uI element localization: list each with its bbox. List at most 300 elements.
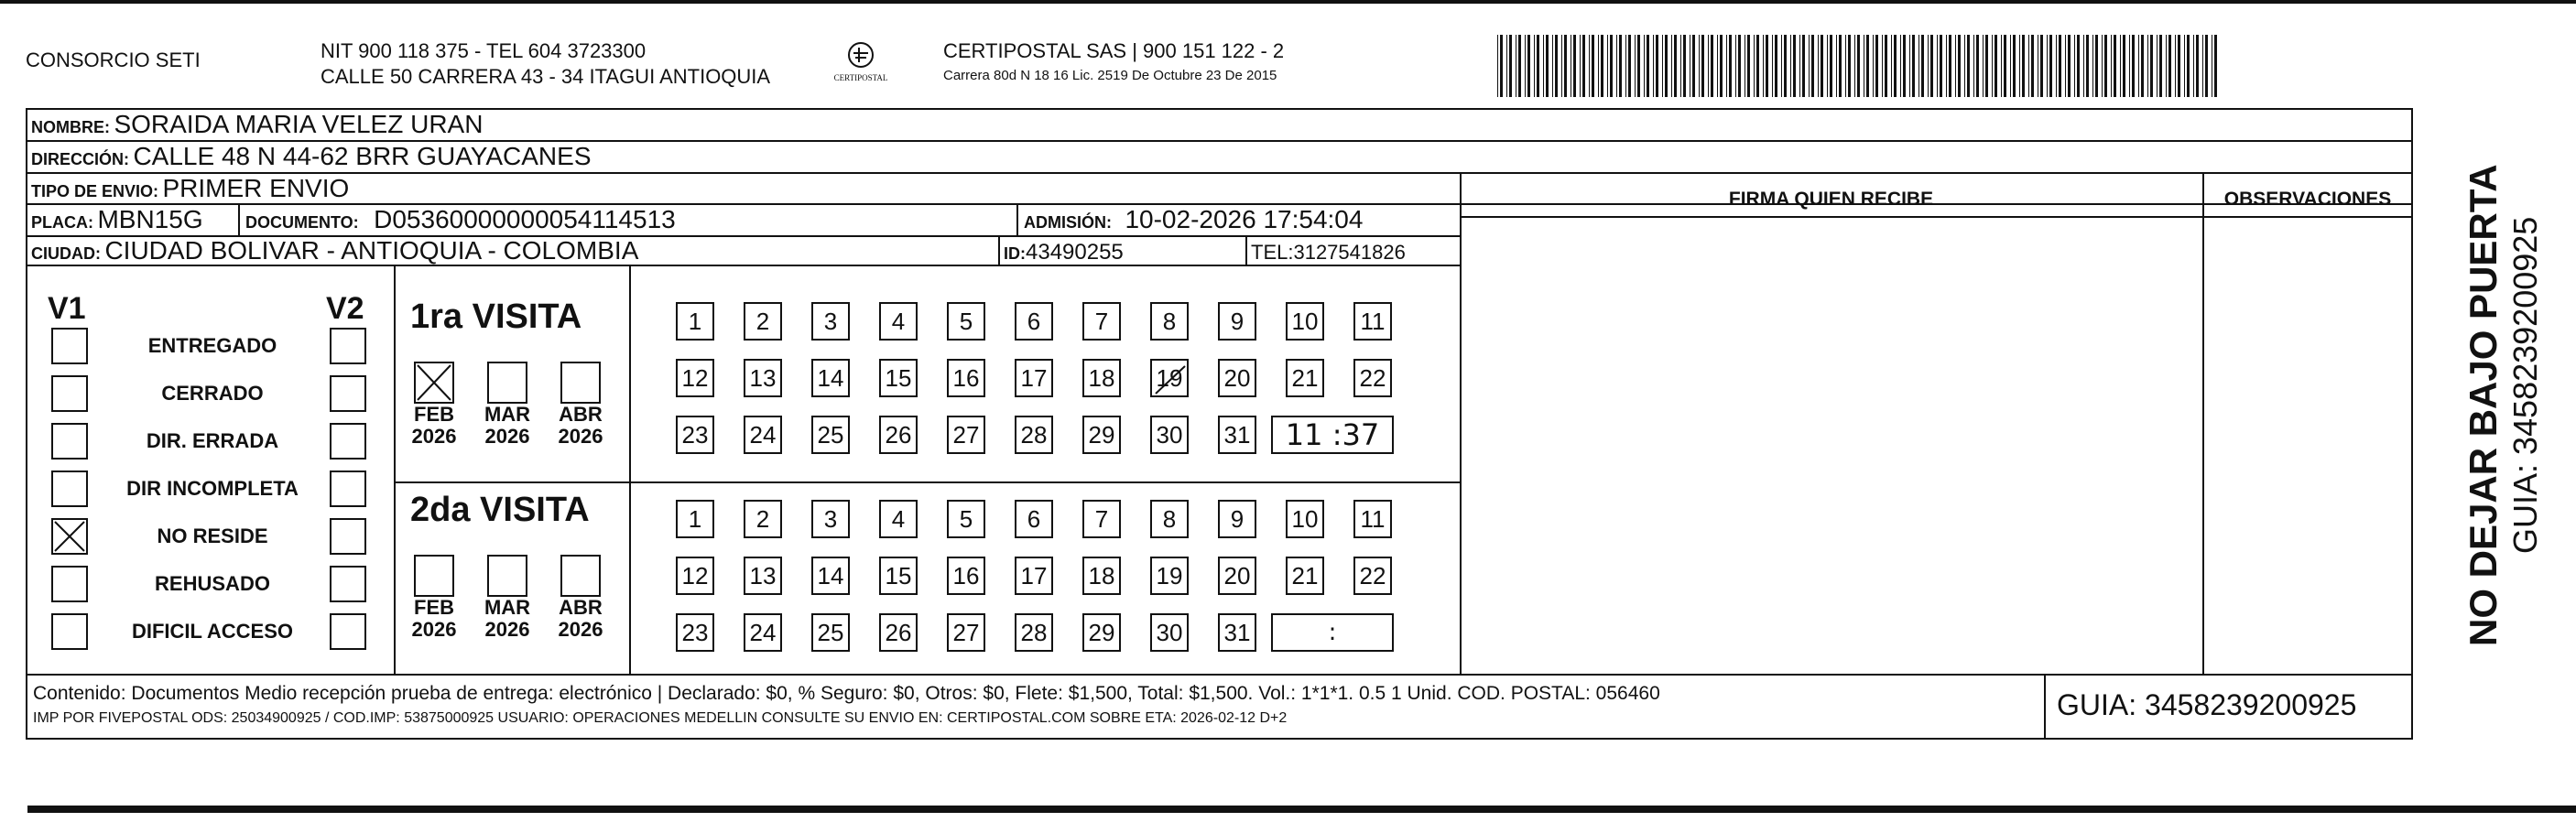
admision-row bbox=[1024, 205, 1363, 234]
barcode-bar bbox=[1903, 35, 1906, 97]
status-option-label: NO RESIDE bbox=[157, 525, 268, 547]
barcode-bar bbox=[1662, 35, 1663, 97]
barcode-bar bbox=[2104, 35, 2107, 97]
month-checkbox[interactable] bbox=[414, 555, 454, 597]
barcode-bar bbox=[1616, 35, 1617, 97]
day-box[interactable]: 24 bbox=[744, 416, 782, 454]
day-box[interactable]: 13 bbox=[744, 359, 782, 397]
barcode-bar bbox=[1845, 35, 1846, 97]
barcode-bar bbox=[1518, 35, 1521, 97]
address-line: CALLE 50 CARRERA 43 - 34 ITAGUI ANTIOQUIA bbox=[321, 65, 771, 88]
barcode-bar bbox=[1747, 35, 1750, 97]
month-label bbox=[553, 404, 608, 448]
time-box[interactable]: 11 :37 bbox=[1271, 416, 1394, 454]
day-box[interactable]: 30 bbox=[1150, 416, 1189, 454]
barcode-bar bbox=[1949, 35, 1951, 97]
placa-label: PLACA: bbox=[31, 213, 93, 232]
barcode-bar bbox=[1830, 35, 1832, 97]
month-checkbox[interactable] bbox=[487, 555, 527, 597]
month-year: 2026 bbox=[558, 618, 603, 641]
tipo-row bbox=[31, 174, 349, 203]
barcode-bar bbox=[1985, 35, 1988, 97]
barcode-bar bbox=[1766, 35, 1768, 97]
barcode-bar bbox=[1610, 35, 1613, 97]
barcode-bar bbox=[1964, 35, 1965, 97]
bottom-border bbox=[27, 806, 2576, 813]
barcode-bar bbox=[1857, 35, 1860, 97]
barcode-bar bbox=[2010, 35, 2011, 97]
barcode-bar bbox=[2114, 35, 2116, 97]
day-box[interactable]: 8 bbox=[1150, 302, 1189, 341]
day-box[interactable]: 11 bbox=[1353, 500, 1392, 538]
documento-value: D05360000000054114513 bbox=[374, 205, 676, 233]
logo-text: CERTIPOSTAL bbox=[833, 73, 888, 82]
id-label: ID: bbox=[1004, 244, 1026, 263]
month-checkbox[interactable] bbox=[560, 362, 601, 404]
barcode-bar bbox=[2049, 35, 2052, 97]
month-checkbox[interactable] bbox=[487, 362, 527, 404]
barcode-bar bbox=[1821, 35, 1823, 97]
day-box[interactable]: 25 bbox=[811, 613, 850, 652]
day-box[interactable]: 17 bbox=[1015, 359, 1053, 397]
barcode-bar bbox=[2205, 35, 2208, 97]
barcode-bar bbox=[2056, 35, 2057, 97]
footer-line-1: Contenido: Documentos Medio recepción prueba de entrega: electrónico | Declarado: $0, % Seguro: $0, Otros: $0, Flete: $1,500, Total: $1,500. Vol.: 1*1*1. 0.5 1 Unid. COD. POSTAL: 056460 bbox=[33, 683, 1660, 704]
v1-checkbox[interactable] bbox=[51, 613, 88, 650]
barcode-bar bbox=[1619, 35, 1622, 97]
barcode-bar bbox=[1628, 35, 1631, 97]
barcode-bar bbox=[2004, 35, 2006, 97]
barcode-bar bbox=[1909, 35, 1910, 97]
barcode-bar bbox=[1729, 35, 1732, 97]
day-box[interactable]: 29 bbox=[1082, 416, 1121, 454]
barcode-bar bbox=[1509, 35, 1512, 97]
barcode-bar bbox=[1726, 35, 1727, 97]
barcode-bar bbox=[1967, 35, 1970, 97]
barcode-bar bbox=[2083, 35, 2084, 97]
documento-row bbox=[245, 205, 676, 234]
barcode-bar bbox=[2040, 35, 2043, 97]
documento-label: DOCUMENTO: bbox=[245, 213, 359, 232]
day-box[interactable]: 1 bbox=[676, 302, 714, 341]
barcode-bar bbox=[2184, 35, 2185, 97]
day-box[interactable]: 28 bbox=[1015, 613, 1053, 652]
barcode-bar bbox=[1973, 35, 1974, 97]
company-name: CONSORCIO SETI bbox=[26, 49, 201, 71]
nit-line: NIT 900 118 375 - TEL 604 3723300 bbox=[321, 39, 647, 62]
barcode-bar bbox=[1598, 35, 1599, 97]
barcode-bar bbox=[1543, 35, 1544, 97]
day-box[interactable]: 13 bbox=[744, 557, 782, 595]
day-box[interactable]: 2 bbox=[744, 500, 782, 538]
ciudad-label: CIUDAD: bbox=[31, 244, 101, 263]
month-name: MAR bbox=[484, 403, 531, 426]
observaciones-area[interactable] bbox=[2207, 220, 2408, 668]
day-box[interactable]: 31 bbox=[1218, 613, 1256, 652]
barcode-bar bbox=[1885, 35, 1887, 97]
ciudad-row bbox=[31, 236, 638, 265]
barcode-bar bbox=[1692, 35, 1695, 97]
day-box[interactable]: 28 bbox=[1015, 416, 1053, 454]
barcode-bar bbox=[1644, 35, 1645, 97]
barcode-bar bbox=[1958, 35, 1961, 97]
barcode-bar bbox=[1827, 35, 1828, 97]
barcode-bar bbox=[2065, 35, 2066, 97]
barcode-bar bbox=[1546, 35, 1549, 97]
barcode-bar bbox=[1635, 35, 1636, 97]
placa-value: MBN15G bbox=[97, 205, 203, 233]
barcode-bar bbox=[1720, 35, 1723, 97]
barcode-bar bbox=[1882, 35, 1883, 97]
day-box[interactable]: 6 bbox=[1015, 302, 1053, 341]
barcode-bar bbox=[1946, 35, 1947, 97]
barcode-bar bbox=[1497, 35, 1498, 97]
barcode-bar bbox=[1775, 35, 1777, 97]
barcode-bar bbox=[2175, 35, 2176, 97]
barcode-bar bbox=[1994, 35, 1997, 97]
barcode-bar bbox=[1937, 35, 1938, 97]
month-name: FEB bbox=[414, 403, 454, 426]
month-year: 2026 bbox=[484, 425, 530, 448]
barcode-bar bbox=[2129, 35, 2130, 97]
barcode-bar bbox=[1683, 35, 1686, 97]
barcode-bar bbox=[2141, 35, 2144, 97]
month-label bbox=[553, 597, 608, 641]
barcode-bar bbox=[1866, 35, 1869, 97]
barcode-bar bbox=[1573, 35, 1576, 97]
v2-checkbox[interactable] bbox=[330, 566, 366, 602]
day-box[interactable]: 20 bbox=[1218, 359, 1256, 397]
barcode-bar bbox=[1592, 35, 1594, 97]
day-box[interactable]: 9 bbox=[1218, 302, 1256, 341]
barcode-bar bbox=[1802, 35, 1805, 97]
barcode-bar bbox=[2150, 35, 2153, 97]
barcode-bar bbox=[1738, 35, 1741, 97]
tel-row bbox=[1251, 241, 1406, 265]
day-box[interactable]: 23 bbox=[676, 613, 714, 652]
day-box[interactable]: 2 bbox=[744, 302, 782, 341]
day-box[interactable]: 18 bbox=[1082, 557, 1121, 595]
nombre-row bbox=[31, 110, 483, 139]
barcode-bar bbox=[2074, 35, 2075, 97]
barcode-bar bbox=[1928, 35, 1929, 97]
barcode-bar bbox=[1506, 35, 1507, 97]
status-option-label: CERRADO bbox=[161, 382, 264, 405]
barcode-bar bbox=[1527, 35, 1530, 97]
barcode-bar bbox=[1790, 35, 1791, 97]
barcode-bar bbox=[1811, 35, 1814, 97]
day-box[interactable]: 15 bbox=[879, 557, 918, 595]
month-name: FEB bbox=[414, 596, 454, 619]
v1-checkbox[interactable] bbox=[51, 328, 88, 364]
barcode-bar bbox=[2111, 35, 2112, 97]
footer-line-2: IMP POR FIVEPOSTAL ODS: 25034900925 / COD.IMP: 53875000925 USUARIO: OPERACIONES MEDELLIN CONSULTE SU ENVIO EN: CERTIPOSTAL.COM SOBRE ETA: 2026-02-12 D+2 bbox=[33, 710, 1288, 726]
barcode-bar bbox=[1647, 35, 1649, 97]
barcode-bar bbox=[2120, 35, 2121, 97]
barcode-bar bbox=[1699, 35, 1700, 97]
second-visit-title: 2da VISITA bbox=[410, 491, 590, 529]
day-box[interactable]: 27 bbox=[947, 416, 985, 454]
day-box[interactable]: 5 bbox=[947, 302, 985, 341]
barcode-bar bbox=[1555, 35, 1558, 97]
certipostal-logo bbox=[829, 37, 893, 92]
admision-value: 10-02-2026 17:54:04 bbox=[1125, 205, 1364, 233]
barcode-bar bbox=[2102, 35, 2103, 97]
barcode-bar bbox=[1674, 35, 1677, 97]
barcode-bar bbox=[1772, 35, 1773, 97]
day-box[interactable]: 25 bbox=[811, 416, 850, 454]
barcode-bar bbox=[1552, 35, 1553, 97]
day-box[interactable]: 4 bbox=[879, 500, 918, 538]
barcode-bar bbox=[1525, 35, 1526, 97]
day-box[interactable]: 18 bbox=[1082, 359, 1121, 397]
barcode-bar bbox=[1921, 35, 1924, 97]
tel-value: 3127541826 bbox=[1293, 241, 1406, 264]
firma-label: FIRMA QUIEN RECIBE bbox=[1728, 189, 1934, 210]
v2-checkbox[interactable] bbox=[330, 613, 366, 650]
v2-label: V2 bbox=[326, 291, 364, 326]
barcode-bar bbox=[1534, 35, 1535, 97]
barcode-bar bbox=[1607, 35, 1608, 97]
day-box[interactable]: 26 bbox=[879, 416, 918, 454]
barcode-bar bbox=[1601, 35, 1603, 97]
day-box[interactable]: 22 bbox=[1353, 359, 1392, 397]
v2-checkbox[interactable] bbox=[330, 518, 366, 555]
barcode-bar bbox=[1912, 35, 1915, 97]
barcode-bar bbox=[1653, 35, 1654, 97]
barcode-bar bbox=[1930, 35, 1933, 97]
day-box[interactable]: 15 bbox=[879, 359, 918, 397]
barcode-bar bbox=[2187, 35, 2190, 97]
day-box[interactable]: 12 bbox=[676, 557, 714, 595]
barcode-bar bbox=[1754, 35, 1755, 97]
month-year: 2026 bbox=[558, 425, 603, 448]
barcode-bar bbox=[2086, 35, 2089, 97]
day-box[interactable]: 10 bbox=[1286, 500, 1324, 538]
status-option-label: ENTREGADO bbox=[147, 334, 277, 357]
day-box[interactable]: 19 bbox=[1150, 557, 1189, 595]
barcode-bar bbox=[1873, 35, 1874, 97]
barcode-bar bbox=[1735, 35, 1736, 97]
status-option-label: DIR INCOMPLETA bbox=[126, 477, 299, 500]
barcode-bar bbox=[1854, 35, 1855, 97]
day-box[interactable]: 20 bbox=[1218, 557, 1256, 595]
time-box[interactable]: : bbox=[1271, 613, 1394, 652]
barcode-bar bbox=[2001, 35, 2002, 97]
barcode-bar bbox=[2059, 35, 2061, 97]
barcode-bar bbox=[2157, 35, 2158, 97]
month-year: 2026 bbox=[411, 618, 457, 641]
month-name: MAR bbox=[484, 596, 531, 619]
month-year: 2026 bbox=[484, 618, 530, 641]
barcode-bar bbox=[1561, 35, 1562, 97]
direccion-label: DIRECCIÓN: bbox=[31, 150, 129, 168]
barcode-bar bbox=[2028, 35, 2029, 97]
barcode-bar bbox=[1809, 35, 1810, 97]
barcode-bar bbox=[2123, 35, 2125, 97]
barcode-bar bbox=[2095, 35, 2098, 97]
v1-checkbox[interactable] bbox=[51, 470, 88, 507]
day-box[interactable]: 16 bbox=[947, 359, 985, 397]
barcode-bar bbox=[1625, 35, 1626, 97]
barcode-bar bbox=[1992, 35, 1993, 97]
barcode-bar bbox=[1564, 35, 1567, 97]
barcode-bar bbox=[1671, 35, 1672, 97]
day-box[interactable]: 19 bbox=[1150, 359, 1189, 397]
day-box[interactable]: 3 bbox=[811, 500, 850, 538]
day-box[interactable]: 1 bbox=[676, 500, 714, 538]
day-box[interactable]: 27 bbox=[947, 613, 985, 652]
barcode-bar bbox=[2077, 35, 2080, 97]
day-box[interactable]: 26 bbox=[879, 613, 918, 652]
barcode-bar bbox=[2031, 35, 2034, 97]
barcode-bar bbox=[2193, 35, 2194, 97]
barcode-bar bbox=[2166, 35, 2167, 97]
barcode-bar bbox=[2202, 35, 2203, 97]
license-line: Carrera 80d N 18 16 Lic. 2519 De Octubre 23 De 2015 bbox=[943, 68, 1277, 83]
barcode-bar bbox=[2068, 35, 2071, 97]
day-box[interactable]: 12 bbox=[676, 359, 714, 397]
day-box[interactable]: 30 bbox=[1150, 613, 1189, 652]
day-box[interactable]: 6 bbox=[1015, 500, 1053, 538]
barcode-bar bbox=[2168, 35, 2171, 97]
tipo-label: TIPO DE ENVIO: bbox=[31, 182, 159, 200]
barcode-bar bbox=[2147, 35, 2148, 97]
day-box[interactable]: 5 bbox=[947, 500, 985, 538]
nombre-value: SORAIDA MARIA VELEZ URAN bbox=[114, 110, 484, 138]
day-box[interactable]: 22 bbox=[1353, 557, 1392, 595]
month-label bbox=[480, 404, 535, 448]
day-box[interactable]: 29 bbox=[1082, 613, 1121, 652]
barcode-bar bbox=[1763, 35, 1764, 97]
barcode-bar bbox=[1589, 35, 1590, 97]
day-box[interactable]: 8 bbox=[1150, 500, 1189, 538]
day-box[interactable]: 10 bbox=[1286, 302, 1324, 341]
barcode-bar bbox=[1582, 35, 1585, 97]
barcode-bar bbox=[1711, 35, 1713, 97]
day-box[interactable]: 9 bbox=[1218, 500, 1256, 538]
observaciones-label: OBSERVACIONES bbox=[2223, 189, 2392, 210]
barcode-bar bbox=[1637, 35, 1640, 97]
day-box[interactable]: 14 bbox=[811, 557, 850, 595]
no-dejar-text: NO DEJAR BAJO PUERTA bbox=[2462, 164, 2505, 646]
barcode-bar bbox=[2022, 35, 2025, 97]
barcode-bar bbox=[1500, 35, 1503, 97]
day-box[interactable]: 7 bbox=[1082, 302, 1121, 341]
day-box[interactable]: 16 bbox=[947, 557, 985, 595]
day-box[interactable]: 14 bbox=[811, 359, 850, 397]
day-box[interactable]: 31 bbox=[1218, 416, 1256, 454]
barcode-bar bbox=[1665, 35, 1668, 97]
firma-area[interactable] bbox=[1465, 220, 2198, 668]
barcode-bar bbox=[1580, 35, 1581, 97]
barcode-bar bbox=[2138, 35, 2139, 97]
barcode-bar bbox=[1799, 35, 1800, 97]
barcode-bar bbox=[1781, 35, 1782, 97]
barcode-bar bbox=[1900, 35, 1901, 97]
barcode-bar bbox=[1537, 35, 1539, 97]
v1-checkbox[interactable] bbox=[51, 375, 88, 412]
barcode-bar bbox=[1818, 35, 1819, 97]
barcode-bar bbox=[1848, 35, 1851, 97]
day-box[interactable]: 21 bbox=[1286, 557, 1324, 595]
month-checkbox[interactable] bbox=[560, 555, 601, 597]
nombre-label: NOMBRE: bbox=[31, 118, 110, 136]
tel-label: TEL: bbox=[1251, 241, 1294, 264]
v1-checkbox[interactable] bbox=[51, 423, 88, 460]
month-name: ABR bbox=[559, 596, 603, 619]
barcode-bar bbox=[1875, 35, 1878, 97]
barcode-bar bbox=[1680, 35, 1681, 97]
id-value: 43490255 bbox=[1026, 240, 1124, 265]
barcode-bar bbox=[2019, 35, 2020, 97]
direccion-row bbox=[31, 142, 592, 171]
v1-label: V1 bbox=[48, 291, 86, 326]
barcode-bar bbox=[1983, 35, 1984, 97]
v2-checkbox[interactable] bbox=[330, 470, 366, 507]
day-box[interactable]: 11 bbox=[1353, 302, 1392, 341]
day-box[interactable]: 21 bbox=[1286, 359, 1324, 397]
month-label bbox=[480, 597, 535, 641]
v2-checkbox[interactable] bbox=[330, 328, 366, 364]
top-border bbox=[0, 0, 2576, 4]
barcode-bar bbox=[1955, 35, 1956, 97]
direccion-value: CALLE 48 N 44-62 BRR GUAYACANES bbox=[133, 142, 592, 170]
status-option-label: REHUSADO bbox=[155, 572, 270, 595]
v2-checkbox[interactable] bbox=[330, 423, 366, 460]
barcode-bar bbox=[2159, 35, 2162, 97]
barcode-bar bbox=[1940, 35, 1942, 97]
barcode-bar bbox=[1708, 35, 1709, 97]
v1-checkbox[interactable] bbox=[51, 518, 88, 555]
day-box[interactable]: 3 bbox=[811, 302, 850, 341]
barcode-bar bbox=[1784, 35, 1787, 97]
barcode-bar bbox=[1976, 35, 1979, 97]
first-visit-title: 1ra VISITA bbox=[410, 297, 582, 336]
barcode-bar bbox=[1756, 35, 1759, 97]
status-option-label: DIR. ERRADA bbox=[146, 429, 279, 452]
barcode-bar bbox=[2013, 35, 2016, 97]
day-box[interactable]: 4 bbox=[879, 302, 918, 341]
admision-label: ADMISIÓN: bbox=[1024, 213, 1112, 232]
barcode-bar bbox=[2132, 35, 2135, 97]
day-box[interactable]: 17 bbox=[1015, 557, 1053, 595]
month-checkbox[interactable] bbox=[414, 362, 454, 404]
barcode-bar bbox=[2092, 35, 2093, 97]
day-box[interactable]: 24 bbox=[744, 613, 782, 652]
barcode-bar bbox=[1839, 35, 1842, 97]
barcode-bar bbox=[1918, 35, 1919, 97]
barcode-bar bbox=[2214, 35, 2217, 97]
month-year: 2026 bbox=[411, 425, 457, 448]
v2-checkbox[interactable] bbox=[330, 375, 366, 412]
barcode-bar bbox=[1836, 35, 1837, 97]
v1-checkbox[interactable] bbox=[51, 566, 88, 602]
side-guia-text: GUIA: 3458239200925 bbox=[2506, 216, 2544, 554]
barcode-bar bbox=[1656, 35, 1658, 97]
id-row bbox=[1004, 240, 1124, 265]
barcode-bar bbox=[2047, 35, 2048, 97]
day-box[interactable]: 7 bbox=[1082, 500, 1121, 538]
tipo-value: PRIMER ENVIO bbox=[162, 174, 350, 202]
barcode-bar bbox=[2196, 35, 2199, 97]
day-box[interactable]: 23 bbox=[676, 416, 714, 454]
month-label bbox=[407, 597, 462, 641]
guia-box: GUIA: 3458239200925 bbox=[2057, 688, 2357, 721]
status-option-label: DIFICIL ACCESO bbox=[131, 620, 293, 643]
barcode-bar bbox=[1717, 35, 1718, 97]
barcode bbox=[1497, 35, 2225, 97]
